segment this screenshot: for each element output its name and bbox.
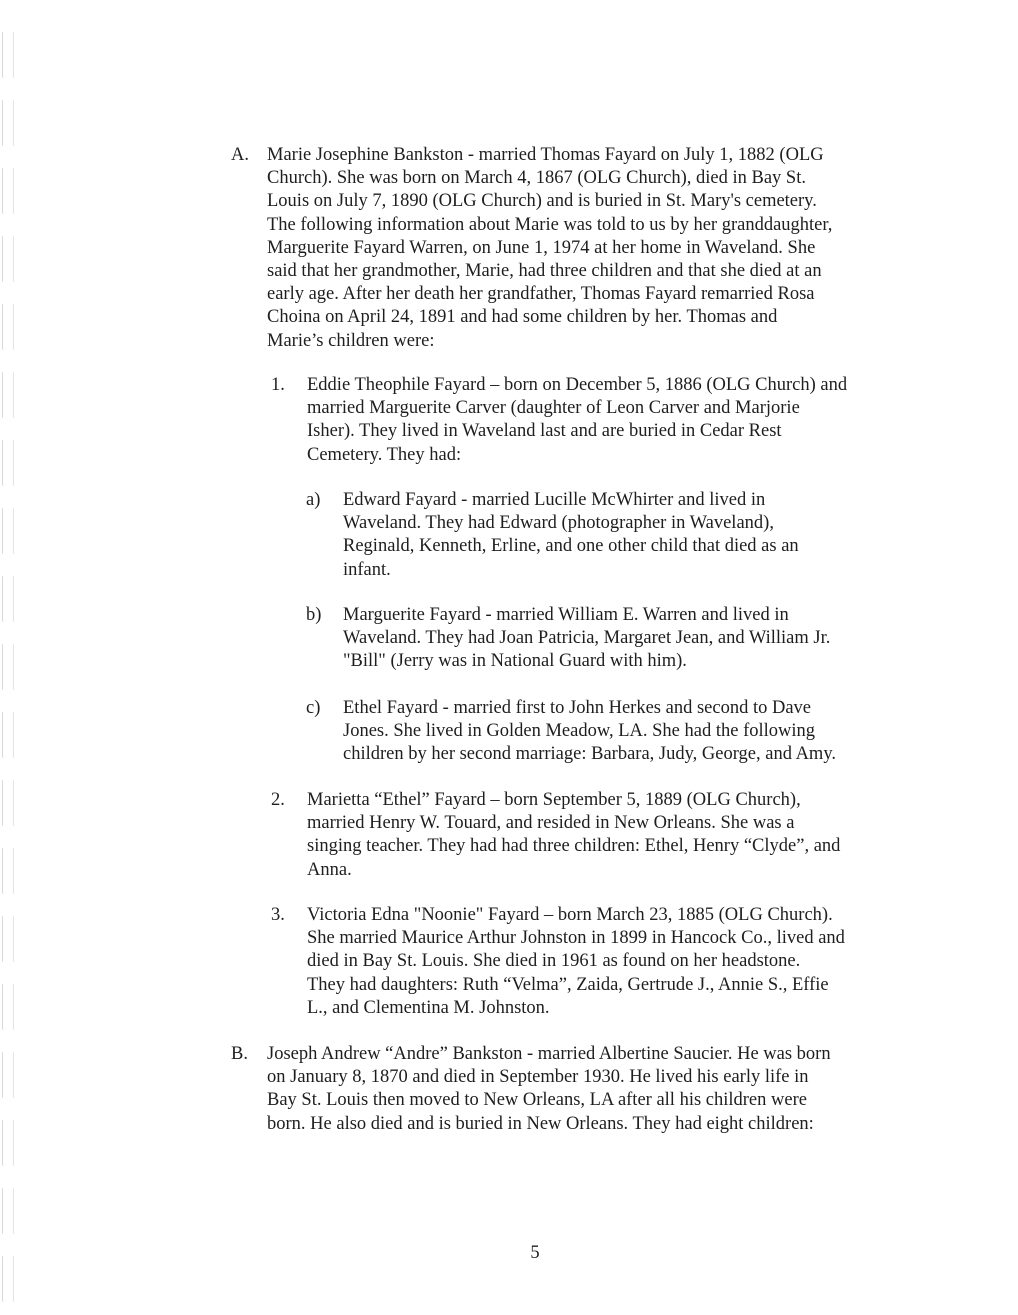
text-line: Edward Fayard - married Lucille McWhirter and lived in — [343, 490, 766, 510]
text-line: Bay St. Louis then moved to New Orleans, LA after all his children were — [267, 1090, 807, 1111]
text-line: born. He also died and is buried in New Orleans. They had eight children: — [267, 1113, 814, 1134]
child-marker-1: 1. — [271, 375, 285, 395]
binder-mark — [2, 236, 14, 282]
text-line: early age. After her death her grandfather, Thomas Fayard remarried Rosa — [267, 284, 815, 305]
text-line: Reginald, Kenneth, Erline, and one other child that died as an — [343, 536, 799, 557]
grandchild-marker-a: a) — [306, 490, 321, 510]
text-line: singing teacher. They had had three children: Ethel, Henry “Clyde”, and — [307, 836, 841, 857]
binder-mark — [2, 984, 14, 1030]
child-3-text — [307, 904, 845, 1020]
text-line: Joseph Andrew “Andre” Bankston - married Albertine Saucier. He was born — [267, 1044, 831, 1064]
text-line: Marie’s children were: — [267, 330, 435, 351]
text-line: on January 8, 1870 and died in September 1930. He lived his early life in — [267, 1067, 809, 1088]
text-line: She married Maurice Arthur Johnston in 1899 in Hancock Co., lived and — [307, 928, 845, 949]
child-marker-2: 2. — [271, 790, 285, 810]
section-b-text — [267, 1043, 831, 1136]
text-line: children by her second marriage: Barbara, Judy, George, and Amy. — [343, 744, 836, 765]
text-line: said that her grandmother, Marie, had three children and that she died at an — [267, 261, 822, 282]
text-line: Victoria Edna "Noonie" Fayard – born March 23, 1885 (OLG Church). — [307, 905, 833, 925]
binder-mark — [2, 372, 14, 418]
text-line: Anna. — [307, 859, 352, 880]
binder-mark — [2, 304, 14, 350]
binder-mark — [2, 848, 14, 894]
text-line: The following information about Marie was told to us by her granddaughter, — [267, 214, 833, 235]
grandchild-c-text — [343, 697, 836, 767]
text-line: Waveland. They had Joan Patricia, Margaret Jean, and William Jr. — [343, 628, 831, 649]
binder-mark — [2, 916, 14, 962]
child-marker-3: 3. — [271, 905, 285, 925]
binder-mark — [2, 644, 14, 690]
binder-hole-marks — [2, 0, 22, 1315]
text-line: L., and Clementina M. Johnston. — [307, 997, 550, 1018]
section-a-text — [267, 144, 832, 353]
binder-mark — [2, 1052, 14, 1098]
grandchild-marker-c: c) — [306, 698, 321, 718]
binder-mark — [2, 440, 14, 486]
binder-mark — [2, 508, 14, 554]
text-line: Isher). They lived in Waveland last and are buried in Cedar Rest — [307, 421, 782, 442]
text-line: Church). She was born on March 4, 1867 (OLG Church), died in Bay St. — [267, 168, 806, 189]
binder-mark — [2, 576, 14, 622]
binder-mark — [2, 100, 14, 146]
child-1-text — [307, 374, 847, 467]
text-line: married Henry W. Touard, and resided in New Orleans. She was a — [307, 813, 795, 834]
grandchild-b-text — [343, 604, 830, 674]
text-line: Eddie Theophile Fayard – born on December 5, 1886 (OLG Church) and — [307, 375, 848, 395]
text-line: Marguerite Fayard Warren, on June 1, 1974 at her home in Waveland. She — [267, 237, 816, 258]
section-marker-b: B. — [231, 1044, 248, 1064]
text-line: married Marguerite Carver (daughter of Leon Carver and Marjorie — [307, 398, 800, 419]
text-line: Louis on July 7, 1890 (OLG Church) and is buried in St. Mary's cemetery. — [267, 191, 817, 212]
text-line: Choina on April 24, 1891 and had some children by her. Thomas and — [267, 307, 778, 328]
binder-mark — [2, 1188, 14, 1234]
child-2-text — [307, 789, 840, 882]
text-line: died in Bay St. Louis. She died in 1961 as found on her headstone. — [307, 951, 801, 972]
text-line: Waveland. They had Edward (photographer in Waveland), — [343, 513, 774, 534]
text-line: They had daughters: Ruth “Velma”, Zaida, Gertrude J., Annie S., Effie — [307, 974, 829, 995]
text-line: "Bill" (Jerry was in National Guard with him). — [343, 651, 687, 672]
binder-mark — [2, 168, 14, 214]
text-line: Ethel Fayard - married first to John Herkes and second to Dave — [343, 698, 812, 718]
binder-mark — [2, 1120, 14, 1166]
page-number: 5 — [530, 1243, 540, 1263]
text-line: Marie Josephine Bankston - married Thomas Fayard on July 1, 1882 (OLG — [267, 145, 824, 165]
section-marker-a: A. — [231, 145, 249, 165]
grandchild-marker-b: b) — [306, 605, 322, 625]
text-line: infant. — [343, 559, 391, 580]
binder-mark — [2, 32, 14, 78]
binder-mark — [2, 712, 14, 758]
text-line: Marguerite Fayard - married William E. Warren and lived in — [343, 605, 789, 625]
text-line: Marietta “Ethel” Fayard – born September 5, 1889 (OLG Church), — [307, 790, 801, 810]
binder-mark — [2, 780, 14, 826]
text-line: Jones. She lived in Golden Meadow, LA. She had the following — [343, 721, 816, 742]
grandchild-a-text — [343, 489, 799, 582]
text-line: Cemetery. They had: — [307, 444, 462, 465]
